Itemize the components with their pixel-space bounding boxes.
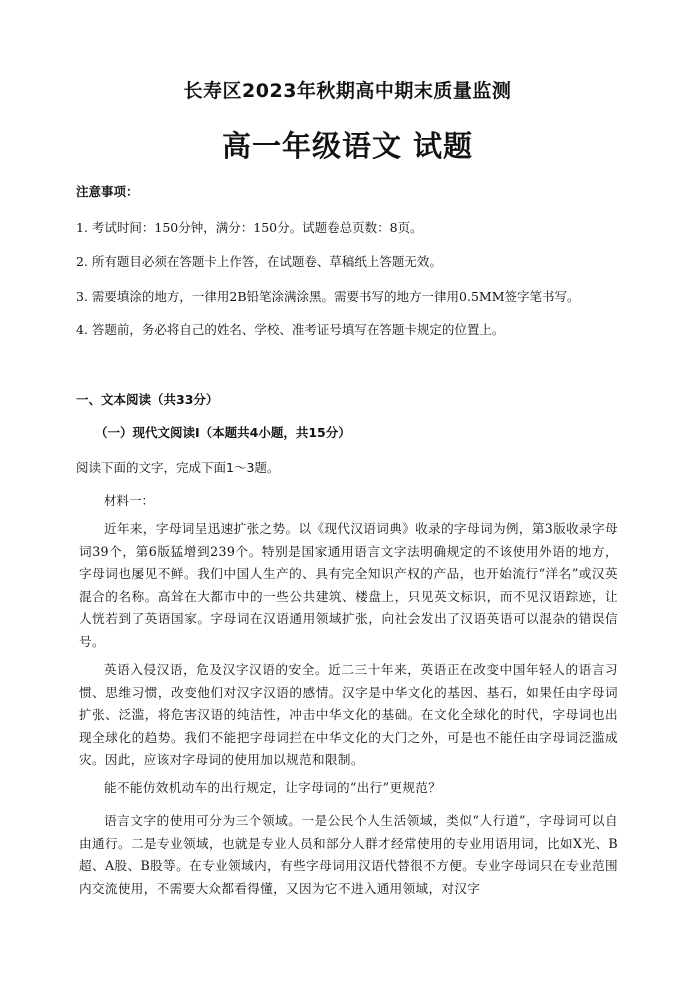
- paragraph-3: 能不能仿效机动车的出行规定，让字母词的“出行”更规范？: [104, 780, 442, 795]
- notice-heading: 注意事项：: [76, 184, 139, 199]
- exam-subtitle: 高一年级语文 试题: [221, 129, 474, 163]
- section-subheading: （一）现代文阅读Ⅰ（本题共4小题，共15分）: [95, 425, 351, 440]
- reading-instruction: 阅读下面的文字，完成下面1～3题。: [76, 460, 280, 475]
- notice-item-1: 1. 考试时间：150分钟，满分：150分。试题卷总页数：8页。: [76, 220, 423, 235]
- paragraph-2: 英语入侵汉语，危及汉字汉语的安全。近二三十年来，英语正在改变中国年轻人的语言习惯、思维习惯，改变他们对汉字汉语的感情。汉字是中华文化的基因、基石，如果任由字母词扩张、泛滥，将危害汉语的纯洁性，冲击中华文化的基础。在文化全球化的时代，字母词也出现全球化的趋势。我们不能把字母词拦在中华文化的大门之外，可是也不能任由字母词泛滥成灾。因此，应该对字母词的使用加以规范和限制。: [79, 662, 618, 768]
- paragraph-1: 近年来，字母词呈迅速扩张之势。以《现代汉语词典》收录的字母词为例，第3版收录字母词39个，第6版猛增到239个。特别是国家通用语言文字法明确规定的不该使用外语的地方，字母词也屡见不鲜。我们中国人生产的、具有完全知识产权的产品，也开始流行“洋名”或汉英混合的名称。高耸在大都市中的一些公共建筑、楼盘上，只见英文标识，而不见汉语踪迹，让人恍若到了英语国家。字母词在汉语通用领域扩张，向社会发出了汉语英语可以混杂的错误信号。: [79, 521, 618, 649]
- paragraph-4: 语言文字的使用可分为三个领域。一是公民个人生活领域，类似“人行道”，字母词可以自由通行。二是专业领域，也就是专业人员和部分人群才经常使用的专业用语用词，比如X光、B超、A股、B股等。在专业领域内，有些字母词用汉语代替很不方便。专业字母词只在专业范围内交流使用，不需要大众都看得懂，又因为它不进入通用领域，对汉字: [79, 813, 618, 896]
- notice-item-4: 4. 答题前，务必将自己的姓名、学校、准考证号填写在答题卡规定的位置上。: [76, 322, 505, 337]
- notice-item-3: 3. 需要填涂的地方，一律用2B铅笔涂满涂黑。需要书写的地方一律用0.5MM签字笔书写。: [76, 289, 580, 304]
- exam-title: 长寿区2023年秋期高中期末质量监测: [183, 80, 512, 102]
- section-heading: 一、文本阅读（共33分）: [76, 392, 219, 407]
- material-label: 材料一：: [104, 493, 155, 508]
- notice-item-2: 2. 所有题目必须在答题卡上作答，在试题卷、草稿纸上答题无效。: [76, 254, 442, 269]
